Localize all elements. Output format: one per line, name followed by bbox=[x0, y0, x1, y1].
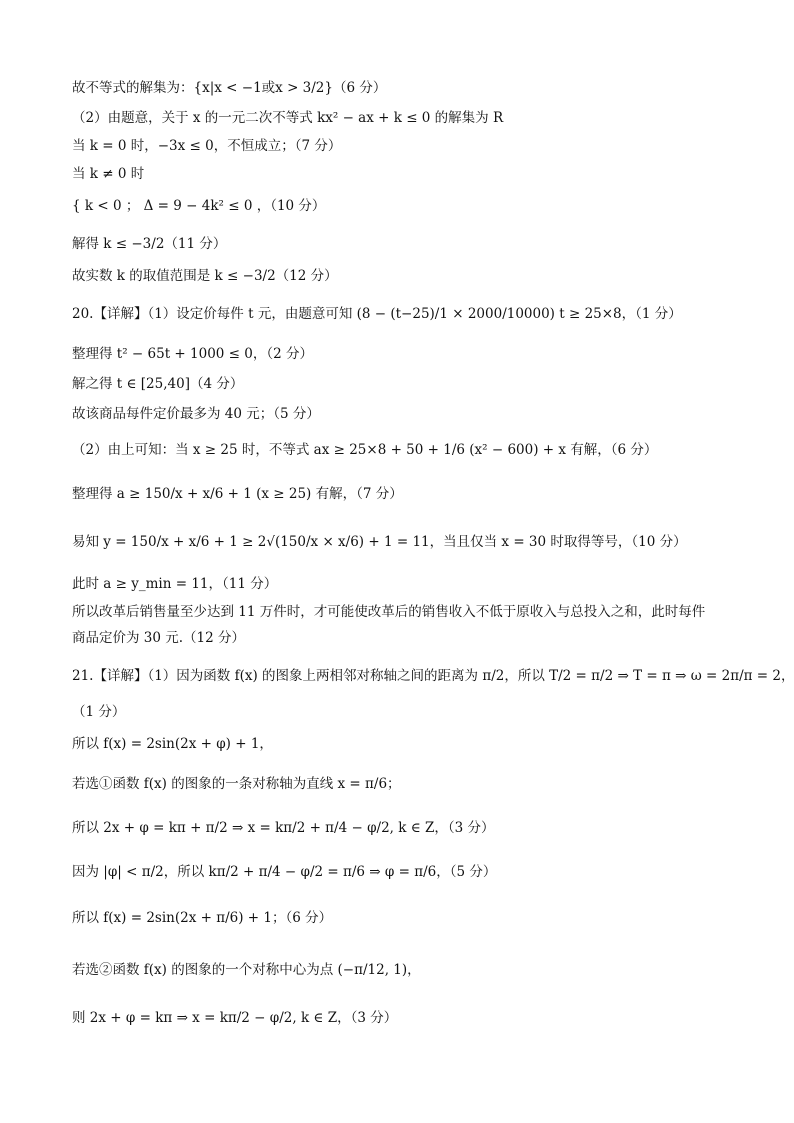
text-line: 则 2x + φ = kπ ⇒ x = kπ/2 − φ/2, k ∈ Z，（3 分） bbox=[72, 1010, 398, 1026]
text-line: 当 k = 0 时，−3x ≤ 0，不恒成立；（7 分） bbox=[72, 138, 342, 154]
text-line: 解得 k ≤ −3/2（11 分） bbox=[72, 236, 227, 252]
text-line: 解之得 t ∈ [25,40]（4 分） bbox=[72, 376, 244, 392]
text-line: 所以 f(x) = 2sin(2x + π/6) + 1；（6 分） bbox=[72, 910, 333, 926]
text-line: 故不等式的解集为：{x|x < −1或x > 3/2}（6 分） bbox=[72, 80, 387, 96]
text-line: 20.【详解】（1）设定价每件 t 元，由题意可知 (8 − (t−25)/1 × 2000/10000) t ≥ 25×8，（1 分） bbox=[72, 306, 682, 322]
text-line: 此时 a ≥ y_min = 11，（11 分） bbox=[72, 576, 278, 592]
text-line: 若选②函数 f(x) 的图象的一个对称中心为点 (−π/12, 1)， bbox=[72, 962, 421, 978]
text-line: 商品定价为 30 元.（12 分） bbox=[72, 630, 246, 646]
text-line: { k < 0 ； Δ = 9 − 4k² ≤ 0 ，（10 分） bbox=[72, 198, 326, 214]
text-line: 故实数 k 的取值范围是 k ≤ −3/2（12 分） bbox=[72, 268, 338, 284]
text-line: 当 k ≠ 0 时 bbox=[72, 166, 145, 182]
text-line: （2）由上可知：当 x ≥ 25 时，不等式 ax ≥ 25×8 + 50 + 1/6 (x² − 600) + x 有解，（6 分） bbox=[72, 442, 658, 458]
text-line: 整理得 a ≥ 150/x + x/6 + 1 (x ≥ 25) 有解，（7 分） bbox=[72, 486, 403, 502]
text-line: （2）由题意，关于 x 的一元二次不等式 kx² − ax + k ≤ 0 的解集为 R bbox=[72, 110, 504, 126]
text-line: 故该商品每件定价最多为 40 元；（5 分） bbox=[72, 406, 320, 422]
text-line: 所以改革后销售量至少达到 11 万件时，才可能使改革后的销售收入不低于原收入与总投入之和，此时每件 bbox=[72, 604, 706, 620]
text-line: 因为 |φ| < π/2，所以 kπ/2 + π/4 − φ/2 = π/6 ⇒ φ = π/6，（5 分） bbox=[72, 864, 497, 880]
text-line: 易知 y = 150/x + x/6 + 1 ≥ 2√(150/x × x/6) + 1 = 11，当且仅当 x = 30 时取得等号，（10 分） bbox=[72, 534, 687, 550]
text-line: 21.【详解】（1）因为函数 f(x) 的图象上两相邻对称轴之间的距离为 π/2，所以 T/2 = π/2 ⇒ T = π ⇒ ω = 2π/π = 2， bbox=[72, 668, 794, 684]
text-line: 若选①函数 f(x) 的图象的一条对称轴为直线 x = π/6； bbox=[72, 776, 401, 792]
text-line: 整理得 t² − 65t + 1000 ≤ 0，（2 分） bbox=[72, 346, 313, 362]
text-line: （1 分） bbox=[72, 704, 126, 720]
text-line: 所以 2x + φ = kπ + π/2 ⇒ x = kπ/2 + π/4 − φ/2, k ∈ Z，（3 分） bbox=[72, 820, 495, 836]
text-line: 所以 f(x) = 2sin(2x + φ) + 1， bbox=[72, 736, 273, 752]
